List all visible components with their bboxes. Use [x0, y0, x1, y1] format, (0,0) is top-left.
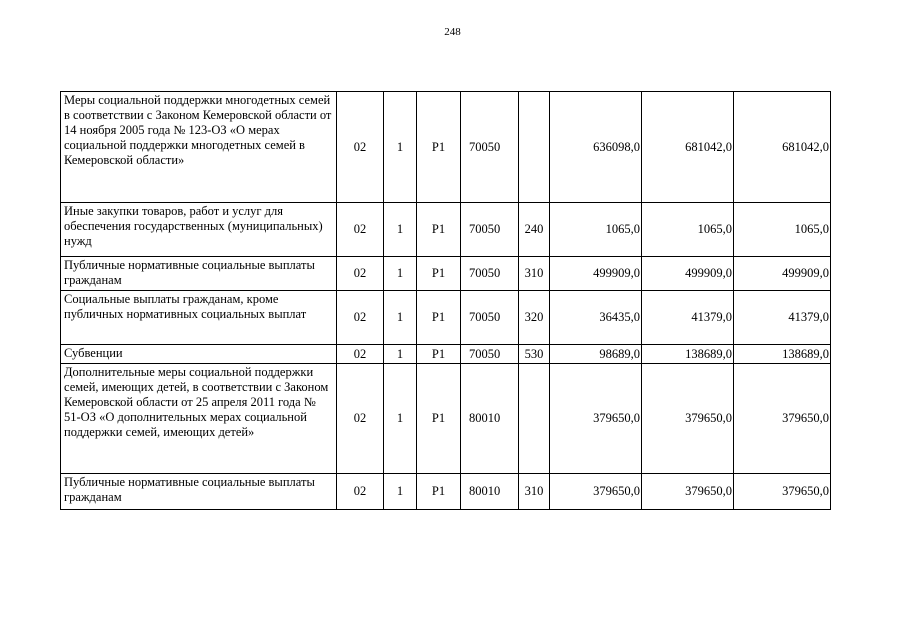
section-cell: 02 [337, 257, 384, 291]
year3-amount-cell: 499909,0 [734, 257, 831, 291]
year1-amount-cell: 1065,0 [550, 203, 642, 257]
year1-amount-cell: 379650,0 [550, 364, 642, 474]
year2-amount-cell: 138689,0 [642, 345, 734, 364]
row-name-cell: Социальные выплаты гражданам, кроме публичных нормативных социальных выплат [61, 291, 337, 345]
target-code-cell: 70050 [461, 203, 519, 257]
expense-type-cell: 530 [519, 345, 550, 364]
section-cell: 02 [337, 364, 384, 474]
year3-amount-cell: 138689,0 [734, 345, 831, 364]
subprogram-cell: 1 [384, 257, 417, 291]
section-cell: 02 [337, 474, 384, 510]
year2-amount-cell: 41379,0 [642, 291, 734, 345]
year3-amount-cell: 41379,0 [734, 291, 831, 345]
row-name-cell: Иные закупки товаров, работ и услуг для обеспечения государственных (муниципальных) нужд [61, 203, 337, 257]
target-code-cell: 80010 [461, 474, 519, 510]
row-name-cell: Субвенции [61, 345, 337, 364]
year3-amount-cell: 681042,0 [734, 92, 831, 203]
expense-type-cell: 310 [519, 474, 550, 510]
year2-amount-cell: 379650,0 [642, 364, 734, 474]
table-row [61, 92, 831, 203]
program-cell: Р1 [417, 364, 461, 474]
program-cell: Р1 [417, 291, 461, 345]
program-cell: Р1 [417, 203, 461, 257]
table-row [61, 364, 831, 474]
year2-amount-cell: 379650,0 [642, 474, 734, 510]
year2-amount-cell: 499909,0 [642, 257, 734, 291]
year2-amount-cell: 1065,0 [642, 203, 734, 257]
target-code-cell: 80010 [461, 364, 519, 474]
year3-amount-cell: 379650,0 [734, 474, 831, 510]
table-row [61, 291, 831, 345]
program-cell: Р1 [417, 257, 461, 291]
target-code-cell: 70050 [461, 257, 519, 291]
year1-amount-cell: 379650,0 [550, 474, 642, 510]
target-code-cell: 70050 [461, 345, 519, 364]
expense-type-cell: 240 [519, 203, 550, 257]
year3-amount-cell: 379650,0 [734, 364, 831, 474]
section-cell: 02 [337, 345, 384, 364]
row-name-cell: Дополнительные меры социальной поддержки семей, имеющих детей, в соответствии с Законом Кемеровской области от 25 апреля 2011 года № 51-ОЗ «О дополнительных мерах социальной поддержки семей, имеющих детей» [61, 364, 337, 474]
subprogram-cell: 1 [384, 291, 417, 345]
table-row [61, 203, 831, 257]
subprogram-cell: 1 [384, 364, 417, 474]
table-row [61, 474, 831, 510]
year1-amount-cell: 499909,0 [550, 257, 642, 291]
table-row [61, 345, 831, 364]
expense-type-cell: 310 [519, 257, 550, 291]
page-number: 248 [444, 26, 461, 38]
year2-amount-cell: 681042,0 [642, 92, 734, 203]
row-name-cell: Публичные нормативные социальные выплаты гражданам [61, 474, 337, 510]
expense-type-cell [519, 364, 550, 474]
program-cell: Р1 [417, 345, 461, 364]
year1-amount-cell: 636098,0 [550, 92, 642, 203]
row-name-cell: Публичные нормативные социальные выплаты гражданам [61, 257, 337, 291]
year1-amount-cell: 98689,0 [550, 345, 642, 364]
subprogram-cell: 1 [384, 474, 417, 510]
target-code-cell: 70050 [461, 291, 519, 345]
expense-type-cell: 320 [519, 291, 550, 345]
budget-table [60, 91, 831, 510]
expense-type-cell [519, 92, 550, 203]
subprogram-cell: 1 [384, 92, 417, 203]
target-code-cell: 70050 [461, 92, 519, 203]
year1-amount-cell: 36435,0 [550, 291, 642, 345]
program-cell: Р1 [417, 474, 461, 510]
row-name-cell: Меры социальной поддержки многодетных семей в соответствии с Законом Кемеровской области от 14 ноября 2005 года № 123-ОЗ «О мерах социальной поддержки многодетных семей в Кемеровской области» [61, 92, 337, 203]
section-cell: 02 [337, 291, 384, 345]
section-cell: 02 [337, 203, 384, 257]
subprogram-cell: 1 [384, 203, 417, 257]
table-row [61, 257, 831, 291]
year3-amount-cell: 1065,0 [734, 203, 831, 257]
subprogram-cell: 1 [384, 345, 417, 364]
program-cell: Р1 [417, 92, 461, 203]
section-cell: 02 [337, 92, 384, 203]
